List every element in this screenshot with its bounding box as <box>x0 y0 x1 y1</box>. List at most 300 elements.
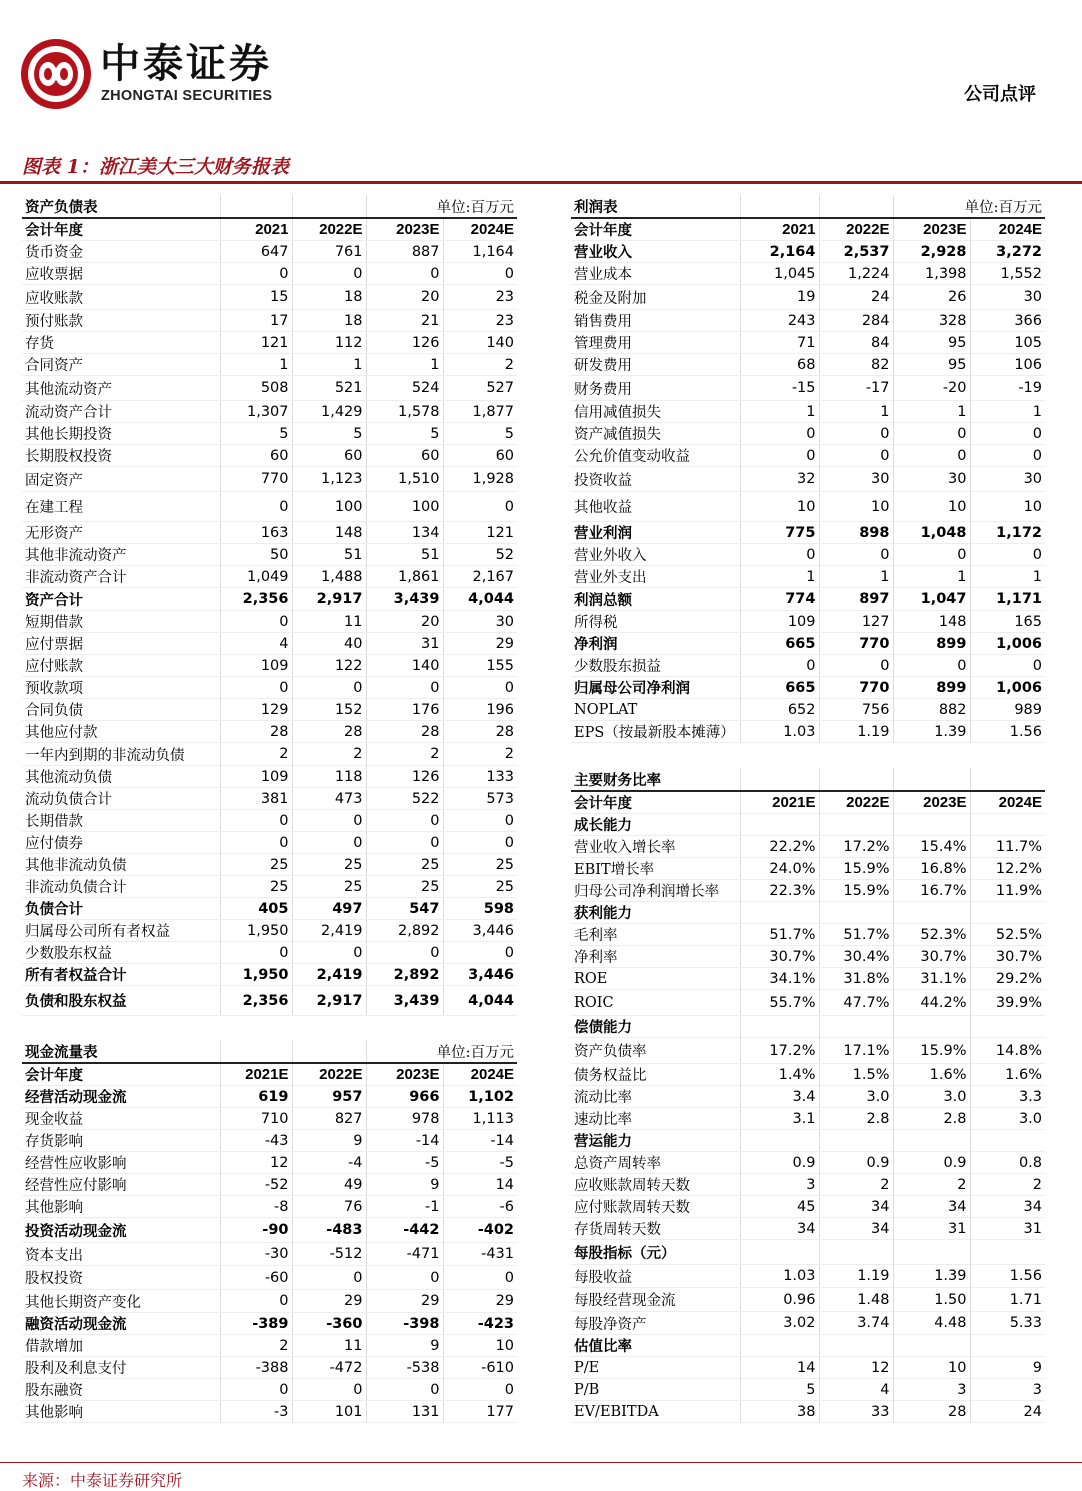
table-value: 0 <box>366 942 443 964</box>
table-title-row <box>571 195 1045 218</box>
row-label: 融资活动现金流 <box>22 1313 220 1335</box>
table-row <box>22 1243 517 1266</box>
table-value: 24 <box>819 285 893 310</box>
table-value: 524 <box>366 376 443 401</box>
table-value: 1.39 <box>893 1265 970 1288</box>
table-value: -398 <box>366 1313 443 1335</box>
table-value: 1 <box>366 354 443 376</box>
table-value: 1.6% <box>970 1064 1045 1086</box>
income-statement-table <box>571 195 1045 743</box>
table-value: 0.9 <box>893 1152 970 1174</box>
table-value: 11 <box>292 1335 366 1357</box>
table-value: 3.1 <box>740 1108 819 1130</box>
table-row <box>571 423 1045 445</box>
table-value: 761 <box>292 241 366 263</box>
table-value: -4 <box>292 1152 366 1174</box>
table-row <box>571 285 1045 310</box>
table-value: 1 <box>970 566 1045 588</box>
table-value: 15.9% <box>819 880 893 902</box>
table-value: 1.03 <box>740 721 819 743</box>
table-value: 770 <box>819 633 893 655</box>
table-value: 0 <box>220 492 292 522</box>
table-value: 30 <box>443 611 517 633</box>
table-value: 4,044 <box>443 986 517 1016</box>
table-value: 3 <box>893 1379 970 1401</box>
table-value <box>819 814 893 836</box>
table-row <box>571 354 1045 376</box>
table-value: 2,892 <box>366 964 443 986</box>
table-value: 20 <box>366 285 443 310</box>
table-row <box>22 241 517 263</box>
row-label: 流动比率 <box>571 1086 740 1108</box>
table-value: 25 <box>292 854 366 876</box>
brand-name-cn: 中泰证券 <box>100 41 272 87</box>
table-value <box>740 1240 819 1265</box>
table-value: 0 <box>970 445 1045 467</box>
table-value: 11.7% <box>970 836 1045 858</box>
table-value: 0 <box>819 445 893 467</box>
table-value: 1,172 <box>970 522 1045 544</box>
table-value: 521 <box>292 376 366 401</box>
row-label: 每股指标（元） <box>571 1240 740 1265</box>
table-row <box>571 1288 1045 1312</box>
row-header-label: 会计年度 <box>571 791 740 814</box>
row-label: 营业成本 <box>571 263 740 285</box>
table-value: 52 <box>443 544 517 566</box>
table-value: 0 <box>443 1379 517 1401</box>
row-label: 其他流动资产 <box>22 376 220 401</box>
table-value: 547 <box>366 898 443 920</box>
table-value: 1 <box>292 354 366 376</box>
table-value: 101 <box>292 1401 366 1423</box>
table-value: 25 <box>220 854 292 876</box>
table-value: 0.8 <box>970 1152 1045 1174</box>
row-label: 股利及利息支付 <box>22 1357 220 1379</box>
table-value <box>740 814 819 836</box>
row-label: 财务费用 <box>571 376 740 401</box>
table-value: 1.71 <box>970 1288 1045 1312</box>
table-row <box>571 492 1045 522</box>
table-value <box>819 902 893 924</box>
table-value: 1.4% <box>740 1064 819 1086</box>
table-value: 3,439 <box>366 986 443 1016</box>
table-value: 284 <box>819 310 893 332</box>
table-value: 3.0 <box>819 1086 893 1108</box>
table-value: 366 <box>970 310 1045 332</box>
table-value: 887 <box>366 241 443 263</box>
table-value: 38 <box>740 1401 819 1423</box>
table-value: 20 <box>366 611 443 633</box>
table-value: 1 <box>893 401 970 423</box>
table-value: 44.2% <box>893 990 970 1016</box>
table-value <box>819 1016 893 1038</box>
table-row <box>22 1379 517 1401</box>
table-row <box>571 376 1045 401</box>
table-value: 0 <box>292 263 366 285</box>
table-unit: 单位:百万元 <box>366 195 517 218</box>
table-value: 12 <box>220 1152 292 1174</box>
table-title: 主要财务比率 <box>571 768 740 791</box>
table-row <box>571 699 1045 721</box>
balance-sheet-table <box>22 195 517 1016</box>
row-label: 估值比率 <box>571 1335 740 1357</box>
table-value: 1.56 <box>970 721 1045 743</box>
table-row <box>22 1108 517 1130</box>
table-row <box>571 241 1045 263</box>
row-label: ROE <box>571 968 740 990</box>
row-label: 投资收益 <box>571 467 740 492</box>
table-value: 0.9 <box>819 1152 893 1174</box>
table-value: 40 <box>292 633 366 655</box>
table-value: 1,047 <box>893 588 970 611</box>
table-value: 966 <box>366 1086 443 1108</box>
table-value: 0 <box>292 1379 366 1401</box>
table-value: -30 <box>220 1243 292 1266</box>
table-value: 0 <box>893 544 970 566</box>
table-cell <box>970 768 1045 791</box>
table-value: 0 <box>893 423 970 445</box>
row-label: 现金收益 <box>22 1108 220 1130</box>
row-label: 无形资产 <box>22 522 220 544</box>
table-value <box>970 814 1045 836</box>
cash-flow-table <box>22 1040 517 1423</box>
table-row <box>22 467 517 492</box>
row-label: 销售费用 <box>571 310 740 332</box>
row-label: 股权投资 <box>22 1266 220 1290</box>
table-row <box>22 898 517 920</box>
table-value: 0 <box>220 832 292 854</box>
table-value: 60 <box>220 445 292 467</box>
table-value: 0 <box>443 492 517 522</box>
row-label: 其他影响 <box>22 1196 220 1218</box>
table-value: 51.7% <box>819 924 893 946</box>
table-value: 1,113 <box>443 1108 517 1130</box>
row-label: NOPLAT <box>571 699 740 721</box>
table-row <box>571 633 1045 655</box>
table-value: 129 <box>220 699 292 721</box>
table-value: 121 <box>220 332 292 354</box>
table-value: 647 <box>220 241 292 263</box>
table-value: 0 <box>366 263 443 285</box>
table-value: 30 <box>970 467 1045 492</box>
row-label: 营业收入增长率 <box>571 836 740 858</box>
table-value: 140 <box>366 655 443 677</box>
table-value: 82 <box>819 354 893 376</box>
table-row <box>571 1108 1045 1130</box>
table-value: 16.8% <box>893 858 970 880</box>
table-value: 4,044 <box>443 588 517 611</box>
row-label: 少数股东损益 <box>571 655 740 677</box>
table-value: 5 <box>366 423 443 445</box>
table-value: 508 <box>220 376 292 401</box>
row-label: P/E <box>571 1357 740 1379</box>
row-label: 所有者权益合计 <box>22 964 220 986</box>
row-label: 在建工程 <box>22 492 220 522</box>
table-value: 2 <box>220 1335 292 1357</box>
table-value: 770 <box>220 467 292 492</box>
table-row <box>22 566 517 588</box>
row-label: 其他长期投资 <box>22 423 220 445</box>
table-value: 1,006 <box>970 677 1045 699</box>
table-row <box>22 655 517 677</box>
table-value: 23 <box>443 285 517 310</box>
table-value: -60 <box>220 1266 292 1290</box>
table-value: 106 <box>970 354 1045 376</box>
row-header-label: 会计年度 <box>571 218 740 241</box>
table-row <box>571 1152 1045 1174</box>
table-value: 29.2% <box>970 968 1045 990</box>
table-value: -389 <box>220 1313 292 1335</box>
table-value: 978 <box>366 1108 443 1130</box>
table-row <box>571 836 1045 858</box>
table-row <box>22 743 517 766</box>
table-value: 0 <box>366 1379 443 1401</box>
table-value <box>893 1016 970 1038</box>
table-value <box>740 902 819 924</box>
table-value: 405 <box>220 898 292 920</box>
table-value: 148 <box>893 611 970 633</box>
table-value: 1,171 <box>970 588 1045 611</box>
row-label: 固定资产 <box>22 467 220 492</box>
table-row <box>22 1086 517 1108</box>
table-value: 121 <box>443 522 517 544</box>
row-label: EPS（按最新股本摊薄） <box>571 721 740 743</box>
table-value: 122 <box>292 655 366 677</box>
table-value: 14 <box>443 1174 517 1196</box>
table-value: 165 <box>970 611 1045 633</box>
table-value: 0 <box>443 1266 517 1290</box>
table-row <box>571 1379 1045 1401</box>
table-value: 28 <box>443 721 517 743</box>
table-value: 3.02 <box>740 1312 819 1335</box>
table-value: 10 <box>970 492 1045 522</box>
table-value: 33 <box>819 1401 893 1423</box>
table-value <box>740 1016 819 1038</box>
table-value: -14 <box>366 1130 443 1152</box>
table-value: 0 <box>819 655 893 677</box>
column-header: 2022E <box>292 1063 366 1086</box>
table-value: 84 <box>819 332 893 354</box>
table-value: 109 <box>220 655 292 677</box>
table-row <box>571 1174 1045 1196</box>
table-value <box>740 1335 819 1357</box>
table-value: 51.7% <box>740 924 819 946</box>
table-value: 11 <box>292 611 366 633</box>
table-value: 133 <box>443 766 517 788</box>
table-value: 243 <box>740 310 819 332</box>
table-row <box>571 445 1045 467</box>
table-value: 827 <box>292 1108 366 1130</box>
table-value: 1 <box>740 566 819 588</box>
table-value: 2,419 <box>292 920 366 942</box>
table-value: 0 <box>366 832 443 854</box>
table-value: 5 <box>443 423 517 445</box>
table-value: -8 <box>220 1196 292 1218</box>
table-value: 957 <box>292 1086 366 1108</box>
row-label: 公允价值变动收益 <box>571 445 740 467</box>
table-value: 2,917 <box>292 986 366 1016</box>
table-value: 100 <box>292 492 366 522</box>
table-value: 152 <box>292 699 366 721</box>
table-value: 1 <box>970 401 1045 423</box>
row-label: 存货影响 <box>22 1130 220 1152</box>
table-value: 989 <box>970 699 1045 721</box>
table-row <box>22 1290 517 1313</box>
table-value: 0 <box>292 942 366 964</box>
table-value: 0 <box>443 832 517 854</box>
row-label: 营业收入 <box>571 241 740 263</box>
table-row <box>571 655 1045 677</box>
table-value: 24 <box>970 1401 1045 1423</box>
table-value: 1,877 <box>443 401 517 423</box>
table-row <box>22 1196 517 1218</box>
table-value: 665 <box>740 633 819 655</box>
table-value: 0 <box>740 445 819 467</box>
table-value: 2 <box>443 743 517 766</box>
table-value: 126 <box>366 766 443 788</box>
row-label: 债务权益比 <box>571 1064 740 1086</box>
table-value: 0 <box>893 655 970 677</box>
table-row <box>22 633 517 655</box>
column-header: 2023E <box>366 1063 443 1086</box>
table-value: 665 <box>740 677 819 699</box>
table-row <box>571 1265 1045 1288</box>
table-value: 774 <box>740 588 819 611</box>
table-row <box>22 1357 517 1379</box>
table-value: 31 <box>893 1218 970 1240</box>
table-value: 118 <box>292 766 366 788</box>
table-value: 497 <box>292 898 366 920</box>
table-header-row <box>22 1063 517 1086</box>
table-value: -431 <box>443 1243 517 1266</box>
row-label: 非流动资产合计 <box>22 566 220 588</box>
table-row <box>22 492 517 522</box>
row-label: 税金及附加 <box>571 285 740 310</box>
table-value: 1,006 <box>970 633 1045 655</box>
table-value: 598 <box>443 898 517 920</box>
table-row <box>571 310 1045 332</box>
table-value: -3 <box>220 1401 292 1423</box>
table-row <box>22 423 517 445</box>
table-value: -14 <box>443 1130 517 1152</box>
table-value: 898 <box>819 522 893 544</box>
table-value: 0 <box>443 677 517 699</box>
row-label: 其他非流动负债 <box>22 854 220 876</box>
row-label: 其他长期资产变化 <box>22 1290 220 1313</box>
column-header: 2024E <box>443 218 517 241</box>
table-value: 5.33 <box>970 1312 1045 1335</box>
table-value: 0 <box>292 832 366 854</box>
table-value: 25 <box>443 876 517 898</box>
table-row <box>571 1016 1045 1038</box>
table-value <box>893 1240 970 1265</box>
table-value <box>893 1130 970 1152</box>
table-row <box>571 721 1045 743</box>
table-value: 527 <box>443 376 517 401</box>
table-value: 105 <box>970 332 1045 354</box>
table-value: 25 <box>366 854 443 876</box>
row-label: 资产负债率 <box>571 1038 740 1064</box>
row-label: 借款增加 <box>22 1335 220 1357</box>
table-value: 9 <box>292 1130 366 1152</box>
table-value <box>970 1130 1045 1152</box>
row-label: 应收账款 <box>22 285 220 310</box>
row-label: 营业利润 <box>571 522 740 544</box>
table-row <box>571 566 1045 588</box>
table-value: 5 <box>740 1379 819 1401</box>
table-value: 76 <box>292 1196 366 1218</box>
table-value: 11.9% <box>970 880 1045 902</box>
row-label: ROIC <box>571 990 740 1016</box>
row-label: 成长能力 <box>571 814 740 836</box>
table-value: 31.8% <box>819 968 893 990</box>
table-value: 1,398 <box>893 263 970 285</box>
table-value: -52 <box>220 1174 292 1196</box>
table-value: 71 <box>740 332 819 354</box>
table-value: 30.7% <box>893 946 970 968</box>
row-label: 少数股东权益 <box>22 942 220 964</box>
table-value: 31.1% <box>893 968 970 990</box>
row-label: 每股经营现金流 <box>571 1288 740 1312</box>
table-value: -6 <box>443 1196 517 1218</box>
table-row <box>571 858 1045 880</box>
table-title-row <box>571 768 1045 791</box>
table-value: 39.9% <box>970 990 1045 1016</box>
table-value <box>740 1130 819 1152</box>
row-label: 每股收益 <box>571 1265 740 1288</box>
table-value: 1,429 <box>292 401 366 423</box>
table-row <box>22 1335 517 1357</box>
row-label: 其他影响 <box>22 1401 220 1423</box>
table-value: 0 <box>443 942 517 964</box>
row-label: 利润总额 <box>571 588 740 611</box>
table-value: -20 <box>893 376 970 401</box>
row-label: 一年内到期的非流动负债 <box>22 743 220 766</box>
table-value: 1.56 <box>970 1265 1045 1288</box>
table-value: 0 <box>443 263 517 285</box>
table-value: 4 <box>819 1379 893 1401</box>
table-value: 0 <box>366 1266 443 1290</box>
table-value: -388 <box>220 1357 292 1379</box>
table-value: 1 <box>819 401 893 423</box>
table-value: 30 <box>970 285 1045 310</box>
table-row <box>22 1218 517 1243</box>
table-value: 0 <box>893 445 970 467</box>
row-label: 归属母公司净利润 <box>571 677 740 699</box>
table-value: 10 <box>819 492 893 522</box>
table-value: 52.3% <box>893 924 970 946</box>
table-row <box>22 677 517 699</box>
table-row <box>22 942 517 964</box>
table-value: 32 <box>740 467 819 492</box>
table-value: 1 <box>893 566 970 588</box>
table-row <box>571 467 1045 492</box>
table-row <box>22 376 517 401</box>
table-value: 0 <box>292 677 366 699</box>
table-value: 0 <box>970 423 1045 445</box>
column-header: 2024E <box>970 791 1045 814</box>
table-row <box>571 946 1045 968</box>
table-row <box>571 1130 1045 1152</box>
table-value: 50 <box>220 544 292 566</box>
table-value: 45 <box>740 1196 819 1218</box>
table-value: 14 <box>740 1357 819 1379</box>
table-value: 4 <box>220 633 292 655</box>
financial-ratios-table <box>571 768 1045 1423</box>
row-label: 长期借款 <box>22 810 220 832</box>
row-label: 营运能力 <box>571 1130 740 1152</box>
company-logo <box>20 38 92 110</box>
